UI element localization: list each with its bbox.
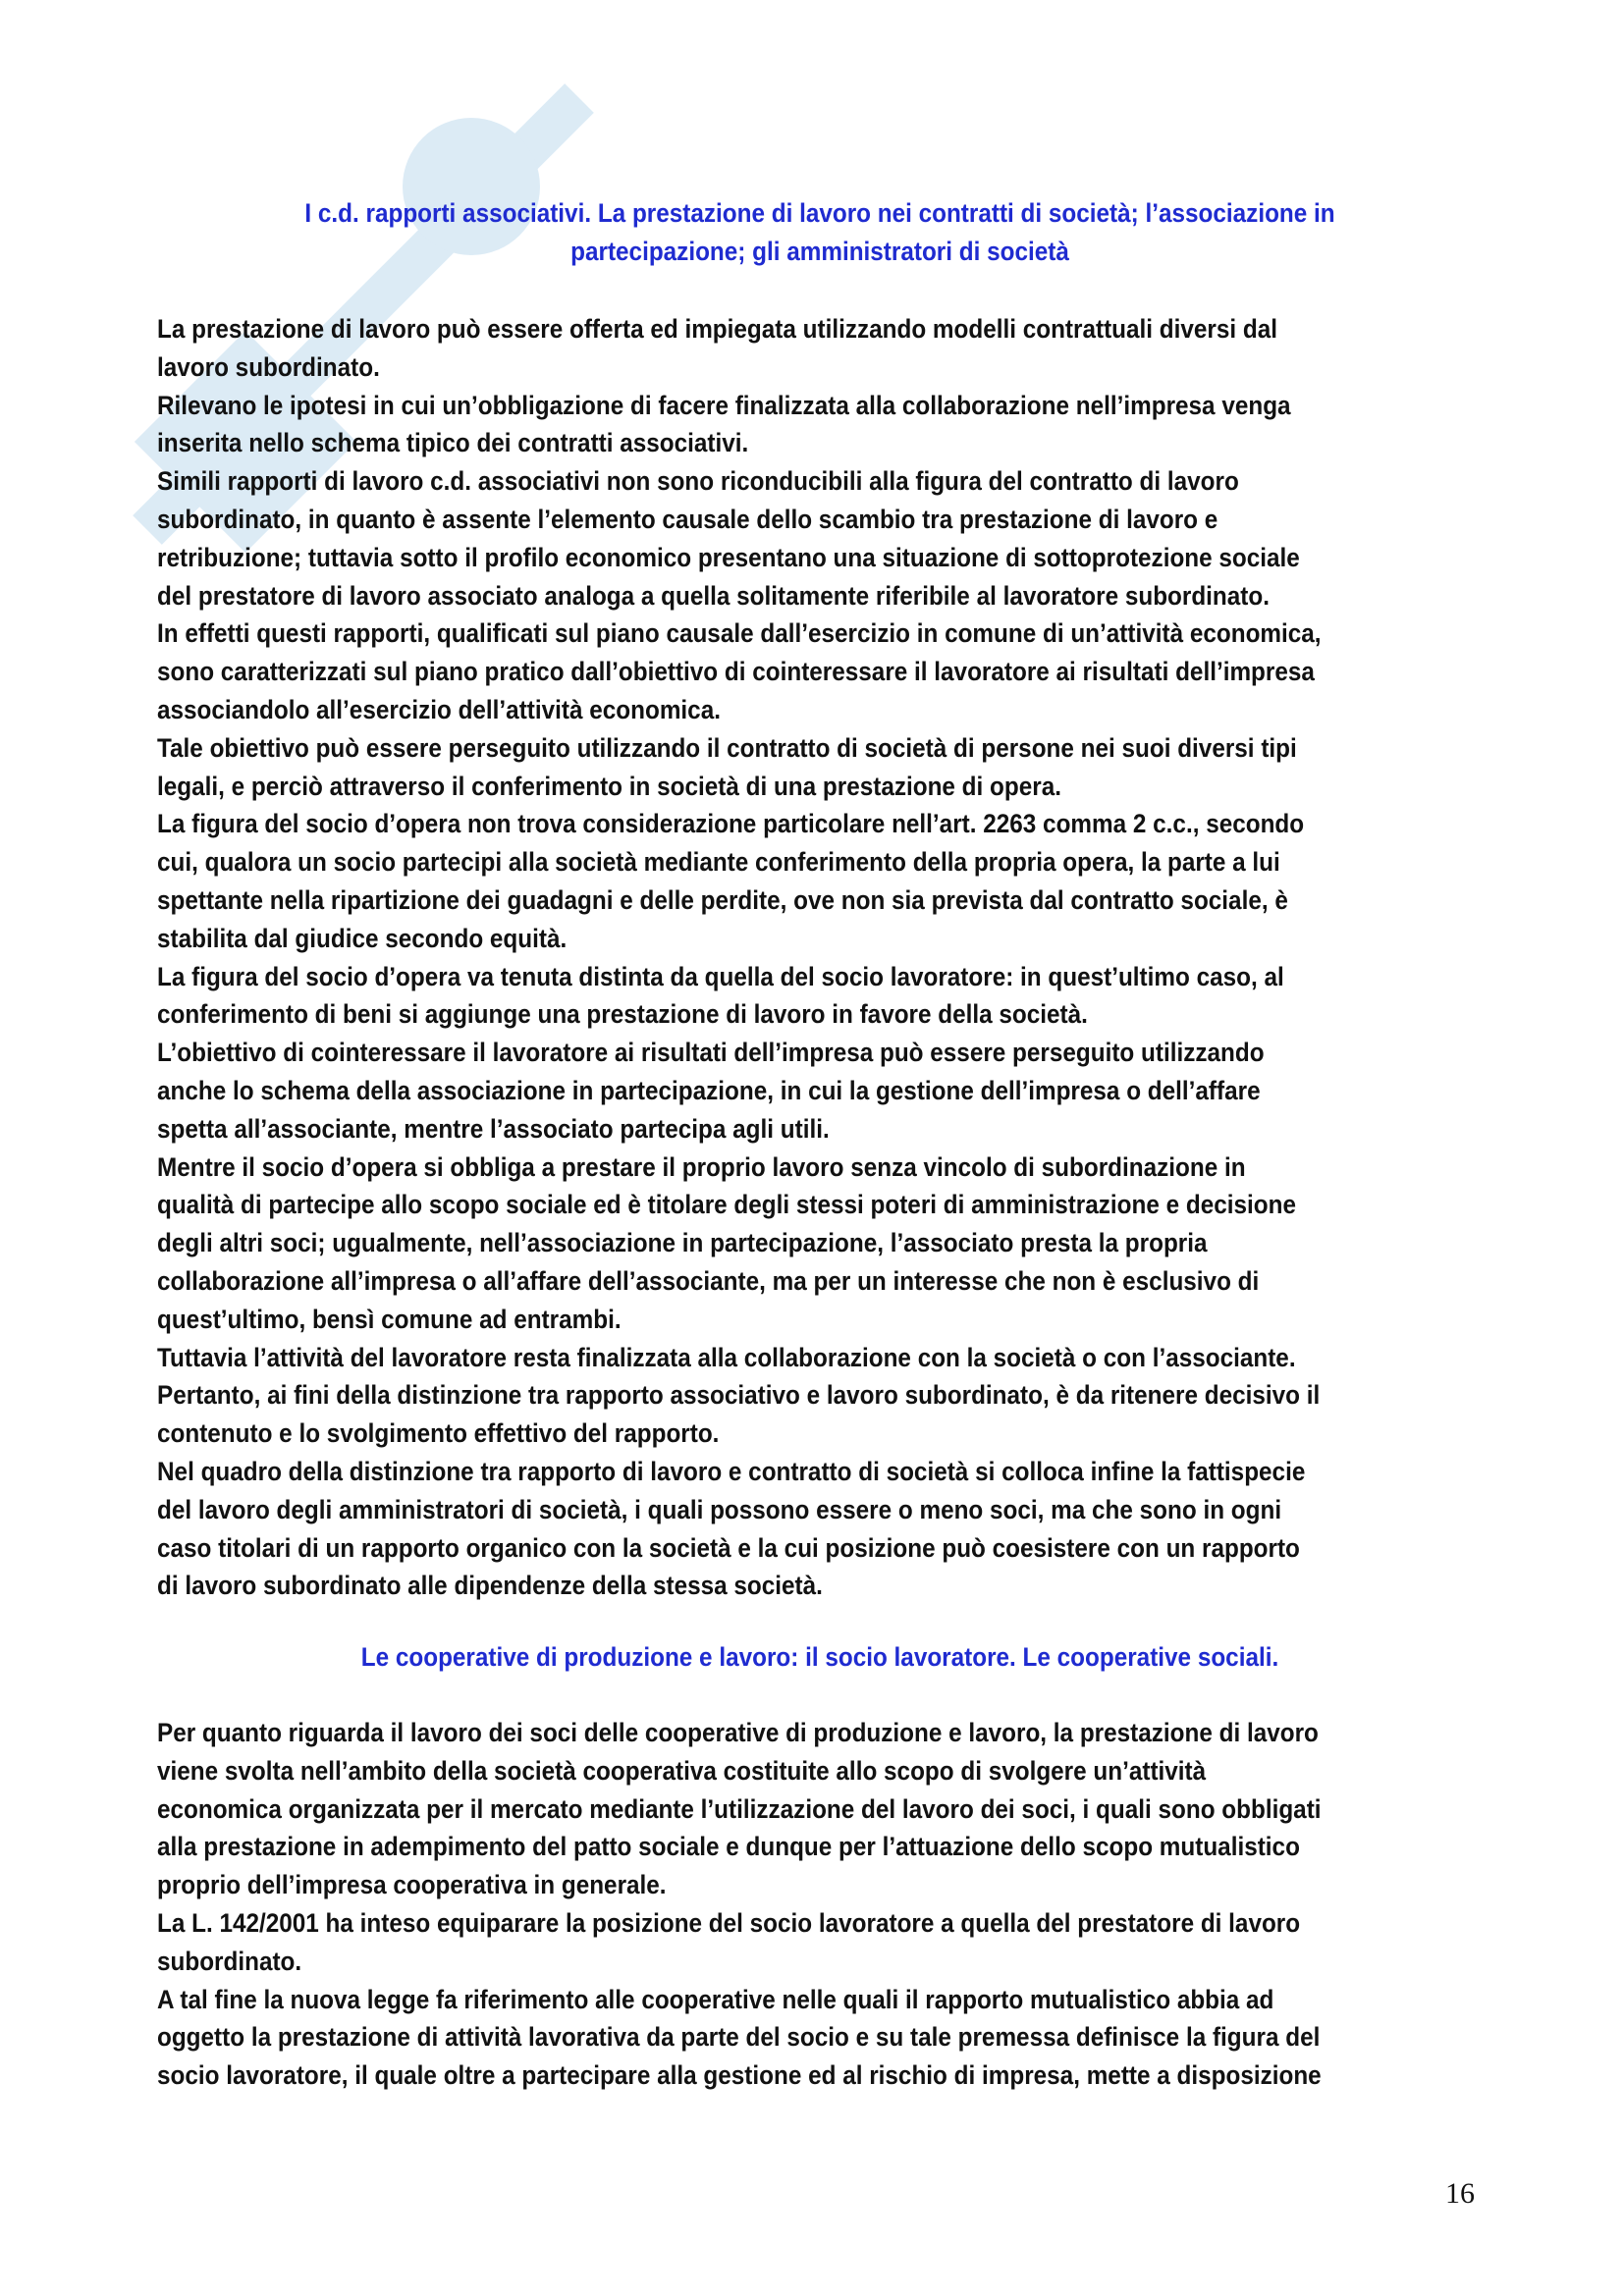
heading-line: I c.d. rapporti associativi. La prestazione di lavoro nei contratti di società; l’associazione in	[304, 198, 1335, 228]
text-line: A tal fine la nuova legge fa riferimento alle cooperative nelle quali il rapporto mutualistico abbia ad	[157, 1984, 1274, 2014]
text-line: del prestatore di lavoro associato analoga a quella solitamente riferibile al lavoratore subordinato.	[157, 580, 1270, 611]
text-line: di lavoro subordinato alle dipendenze della stessa società.	[157, 1571, 823, 1601]
heading-line: Le cooperative di produzione e lavoro: il socio lavoratore. Le cooperative sociali.	[360, 1642, 1279, 1673]
text-line: spettante nella ripartizione dei guadagni e delle perdite, ove non sia prevista dal contratto sociale, è	[157, 884, 1288, 915]
text-line: proprio dell’impresa cooperativa in generale.	[157, 1870, 667, 1900]
text-line: lavoro subordinato.	[157, 351, 380, 382]
heading-cooperatives	[224, 1638, 1417, 1677]
text-line: oggetto la prestazione di attività lavorativa da parte del socio e su tale premessa definisce la figura del	[157, 2022, 1321, 2053]
page-content	[157, 187, 1483, 2095]
text-line: degli altri soci; ugualmente, nell’associazione in partecipazione, l’associato presta la propria	[157, 1228, 1208, 1258]
text-line: qualità di partecipe allo scopo sociale ed è titolare degli stessi poteri di amministrazione e decisione	[157, 1190, 1297, 1220]
text-line: conferimento di beni si aggiunge una prestazione di lavoro in favore della società.	[157, 999, 1088, 1030]
text-line: economica organizzata per il mercato mediante l’utilizzazione del lavoro dei soci, i quali sono obbligati	[157, 1793, 1322, 1824]
text-line: quest’ultimo, bensì comune ad entrambi.	[157, 1304, 622, 1334]
page-number: 16	[1445, 2177, 1475, 2210]
text-line: La L. 142/2001 ha inteso equiparare la posizione del socio lavoratore a quella del prestatore di lavoro	[157, 1908, 1301, 1939]
text-line: Rilevano le ipotesi in cui un’obbligazione di facere finalizzata alla collaborazione nell’impresa venga	[157, 390, 1291, 420]
text-line: Nel quadro della distinzione tra rapporto di lavoro e contratto di società si colloca infine la fattispecie	[157, 1456, 1306, 1486]
text-line: Mentre il socio d’opera si obbliga a prestare il proprio lavoro senza vincolo di subordinazione in	[157, 1151, 1246, 1182]
heading-associative-relations	[224, 194, 1417, 271]
text-line: collaborazione all’impresa o all’affare dell’associante, ma per un interesse che non è esclusivo di	[157, 1265, 1260, 1296]
text-line: legali, e perciò attraverso il conferimento in società di una prestazione di opera.	[157, 771, 1061, 801]
text-line: La figura del socio d’opera non trova considerazione particolare nell’art. 2263 comma 2 c.c., secondo	[157, 809, 1305, 839]
text-line: Pertanto, ai fini della distinzione tra rapporto associativo e lavoro subordinato, è da ritenere decisivo il	[157, 1380, 1321, 1411]
heading-line: partecipazione; gli amministratori di società	[570, 237, 1069, 266]
text-line: subordinato.	[157, 1946, 302, 1976]
text-line: L’obiettivo di cointeressare il lavoratore ai risultati dell’impresa può essere perseguito utilizzando	[157, 1038, 1265, 1068]
text-line: subordinato, in quanto è assente l’elemento causale dello scambio tra prestazione di lavoro e	[157, 504, 1218, 534]
text-line: socio lavoratore, il quale oltre a partecipare alla gestione ed al rischio di impresa, mette a disposizione	[157, 2060, 1322, 2091]
text-line: inserita nello schema tipico dei contratti associativi.	[157, 428, 749, 458]
text-line: caso titolari di un rapporto organico con la società e la cui posizione può coesistere con un rapporto	[157, 1532, 1300, 1563]
text-line: retribuzione; tuttavia sotto il profilo economico presentano una situazione di sottoprotezione sociale	[157, 542, 1300, 572]
text-line: viene svolta nell’ambito della società cooperativa costituite allo scopo di svolgere un’attività	[157, 1755, 1207, 1786]
text-line: sono caratterizzati sul piano pratico dall’obiettivo di cointeressare il lavoratore ai risultati dell’impresa	[157, 657, 1315, 687]
text-line: associandolo all’esercizio dell’attività economica.	[157, 694, 721, 724]
text-line: La figura del socio d’opera va tenuta distinta da quella del socio lavoratore: in quest’ultimo caso, al	[157, 961, 1284, 991]
text-line: contenuto e lo svolgimento effettivo del rapporto.	[157, 1418, 720, 1449]
text-line: Tuttavia l’attività del lavoratore resta finalizzata alla collaborazione con la società o con l’associante.	[157, 1342, 1296, 1372]
text-line: Tale obiettivo può essere perseguito utilizzando il contratto di società di persone nei suoi diversi tipi	[157, 732, 1297, 763]
text-line: Per quanto riguarda il lavoro dei soci delle cooperative di produzione e lavoro, la prestazione di lavoro	[157, 1718, 1319, 1748]
text-line: del lavoro degli amministratori di società, i quali possono essere o meno soci, ma che sono in ogni	[157, 1494, 1282, 1524]
text-line: anche lo schema della associazione in partecipazione, in cui la gestione dell’impresa o dell’affare	[157, 1075, 1261, 1105]
text-line: cui, qualora un socio partecipi alla società mediante conferimento della propria opera, la parte a lui	[157, 847, 1280, 878]
section-cooperatives	[157, 1714, 1483, 2095]
text-line: spetta all’associante, mentre l’associato partecipa agli utili.	[157, 1113, 830, 1144]
text-line: La prestazione di lavoro può essere offerta ed impiegata utilizzando modelli contrattuali diversi dal	[157, 314, 1278, 344]
text-line: In effetti questi rapporti, qualificati sul piano causale dall’esercizio in comune di un’attività economica,	[157, 618, 1322, 649]
section-associative-relations	[157, 310, 1483, 1605]
text-line: alla prestazione in adempimento del patto sociale e dunque per l’attuazione dello scopo mutualistico	[157, 1832, 1300, 1862]
text-line: stabilita dal giudice secondo equità.	[157, 923, 568, 953]
text-line: Simili rapporti di lavoro c.d. associativi non sono riconducibili alla figura del contratto di lavoro	[157, 466, 1239, 497]
